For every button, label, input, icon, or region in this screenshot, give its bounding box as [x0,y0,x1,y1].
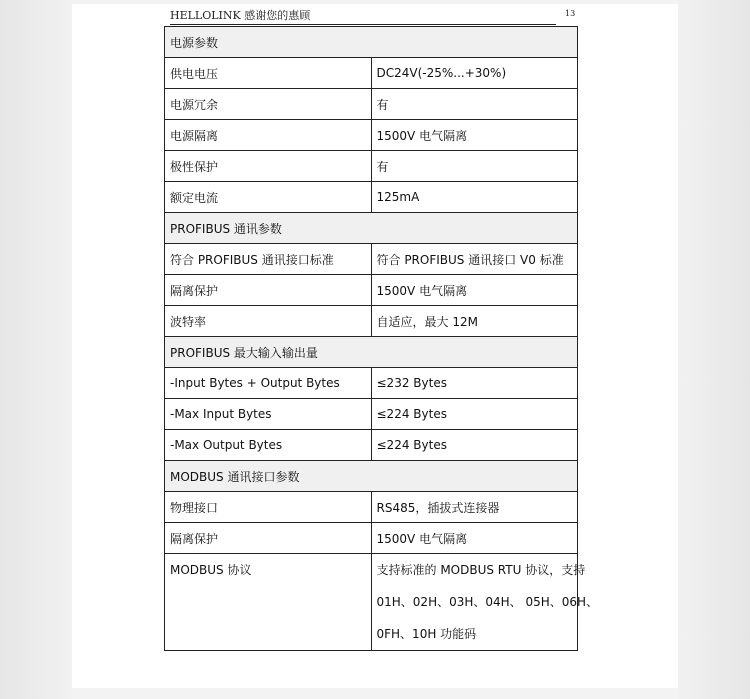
section-heading: MODBUS 通讯接口参数 [165,461,578,492]
row-value: RS485，插拔式连接器 [371,492,578,523]
table-row [165,306,578,337]
row-label: -Max Input Bytes [165,399,372,430]
row-value: 1500V 电气隔离 [371,120,578,151]
table-section-row [165,337,578,368]
spec-table-body [165,27,578,554]
table-section-row [165,27,578,58]
table-row [165,368,578,399]
protocol-line: 0FH、10H 功能码 [376,627,477,641]
page-header [170,10,556,25]
section-heading: PROFIBUS 最大输入输出量 [165,337,578,368]
row-value: ≤224 Bytes [371,399,578,430]
table-row [165,151,578,182]
row-value: 有 [371,151,578,182]
row-label: 符合 PROFIBUS 通讯接口标准 [165,244,372,275]
table-row [165,492,578,523]
row-label: 隔离保护 [165,523,372,554]
table-row [165,182,578,213]
section-heading: 电源参数 [165,27,578,58]
table-row [165,430,578,461]
row-label-cell [165,554,372,651]
protocol-line: 01H、02H、03H、04H、 05H、06H、 [376,595,599,609]
row-value: 有 [371,89,578,120]
row-label: 极性保护 [165,151,372,182]
row-label: 波特率 [165,306,372,337]
row-label: 电源隔离 [165,120,372,151]
table-section-row [165,213,578,244]
row-value: 1500V 电气隔离 [371,523,578,554]
row-value: 自适应，最大 12M [371,306,578,337]
table-row [165,120,578,151]
row-value-cell [371,554,599,651]
row-label: -Max Output Bytes [165,430,372,461]
section-heading: PROFIBUS 通讯参数 [165,213,578,244]
page-frame-right [678,0,750,699]
table-row [165,399,578,430]
row-value: ≤232 Bytes [371,368,578,399]
header-title: HELLOLINK 感谢您的惠顾 [170,9,311,22]
row-value: DC24V(-25%...+30%) [371,58,578,89]
row-label: MODBUS 协议 [170,563,252,577]
row-value: 符合 PROFIBUS 通讯接口 V0 标准 [371,244,578,275]
table-section-row [165,461,578,492]
table-row [165,275,578,306]
row-label: 额定电流 [165,182,372,213]
protocol-line: 支持标准的 MODBUS RTU 协议，支持 [376,563,586,577]
row-label: 电源冗余 [165,89,372,120]
row-label: 供电电压 [165,58,372,89]
row-label: -Input Bytes + Output Bytes [165,368,372,399]
table-row [165,523,578,554]
row-value: ≤224 Bytes [371,430,578,461]
page-frame-left [0,0,72,699]
page-number: 13 [565,9,576,18]
row-value: 1500V 电气隔离 [371,275,578,306]
row-value: 125mA [371,182,578,213]
table-row [165,58,578,89]
row-label: 物理接口 [165,492,372,523]
table-row [165,89,578,120]
table-row-modbus-protocol [165,554,578,651]
table-row [165,244,578,275]
modbus-protocol-body [165,554,599,651]
row-label: 隔离保护 [165,275,372,306]
spec-table [164,26,599,651]
